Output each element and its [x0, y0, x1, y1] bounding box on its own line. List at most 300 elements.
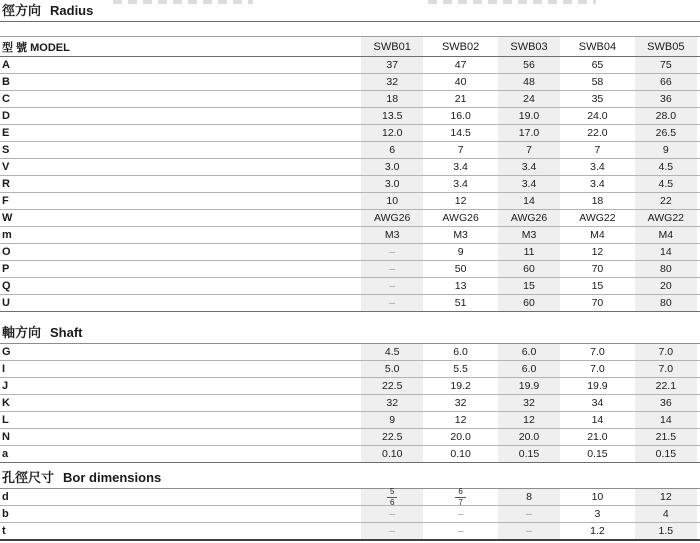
cell-value: 0.10 — [450, 448, 471, 460]
column-header-swb05: SWB05 — [635, 37, 697, 56]
cell-value: 75 — [659, 59, 672, 71]
cell-value: 66 — [659, 76, 672, 88]
table-row — [0, 74, 700, 91]
row-label: V — [2, 161, 10, 173]
cell-value: M4 — [658, 229, 674, 241]
table-cell — [635, 193, 697, 209]
cell-value: 36 — [659, 93, 672, 105]
table-cell — [566, 57, 628, 73]
cell-value: 12 — [523, 414, 535, 426]
table-cell — [566, 278, 628, 294]
table-cell — [498, 108, 560, 124]
table-cell — [361, 295, 423, 311]
row-label: G — [2, 346, 11, 358]
table-row — [0, 412, 700, 429]
cell-value: – — [457, 508, 464, 520]
table-row — [0, 523, 700, 541]
cell-value: 5.0 — [384, 363, 400, 375]
cell-value: 20.0 — [450, 431, 471, 443]
table-cell — [566, 244, 628, 260]
table-cell — [635, 91, 697, 107]
row-label: O — [2, 246, 11, 258]
table-cell — [635, 523, 697, 539]
cell-value: 14 — [659, 246, 672, 258]
table-row — [0, 295, 700, 312]
row-label: d — [2, 491, 9, 503]
cell-value: 19.9 — [518, 380, 540, 392]
row-label: L — [2, 414, 9, 426]
row-label: F — [2, 195, 9, 207]
cell-value: 11 — [523, 246, 535, 258]
cell-value: 56 — [523, 59, 535, 71]
table-cell — [566, 446, 628, 462]
cell-value: 5.5 — [453, 363, 468, 375]
column-header-swb04: SWB04 — [578, 40, 617, 53]
table-row — [0, 261, 700, 278]
table-cell — [635, 244, 697, 260]
cell-value: 6 — [389, 144, 396, 156]
cell-value: 8 — [526, 491, 532, 503]
row-label: m — [2, 229, 12, 241]
row-label: W — [2, 212, 13, 224]
cell-value: 7.0 — [590, 363, 605, 375]
cell-value: 80 — [659, 297, 672, 309]
table-header-row — [0, 36, 700, 57]
cell-value: 28.0 — [655, 110, 677, 122]
cell-value: 14 — [523, 195, 535, 207]
table-cell — [498, 210, 560, 226]
table-cell — [498, 57, 560, 73]
table-cell — [498, 344, 560, 360]
table-cell — [566, 74, 628, 90]
cell-value: 21.0 — [587, 431, 608, 443]
table-cell — [361, 378, 423, 394]
cell-value: 6.0 — [521, 363, 537, 375]
table-row — [0, 506, 700, 523]
cell-value: 32 — [386, 76, 399, 88]
table-cell — [566, 261, 628, 277]
table-cell — [361, 91, 423, 107]
table-cell — [566, 378, 628, 394]
cell-value: 7.0 — [658, 363, 674, 375]
table-cell — [498, 193, 560, 209]
table-cell — [429, 74, 491, 90]
bor-table-body — [0, 486, 700, 541]
cell-value: 32 — [454, 397, 467, 409]
cell-value: 7.0 — [658, 346, 674, 358]
table-cell — [566, 361, 628, 377]
table-cell — [635, 108, 697, 124]
cell-value: 17.0 — [518, 127, 540, 139]
cell-value: 9 — [389, 414, 396, 426]
row-label: N — [2, 431, 10, 443]
table-cell — [566, 295, 628, 311]
table-cell — [566, 506, 628, 522]
cell-value: 4 — [662, 508, 669, 520]
cell-value: 3.0 — [384, 161, 400, 173]
table-row — [0, 378, 700, 395]
cropped-text-fragment — [113, 0, 253, 4]
cell-value: 19.0 — [518, 110, 540, 122]
table-cell — [635, 261, 697, 277]
table-cell — [635, 142, 697, 158]
table-cell — [635, 125, 697, 141]
cell-value: M3 — [521, 229, 537, 241]
table-cell — [361, 159, 423, 175]
cell-value: 4.5 — [384, 346, 400, 358]
cell-value: 0.15 — [655, 448, 677, 460]
table-cell — [498, 295, 560, 311]
table-cell — [429, 176, 491, 192]
fraction-denominator: 6 — [389, 497, 395, 507]
cell-value: 3.4 — [590, 178, 605, 190]
table-cell — [566, 523, 628, 539]
cell-value: 22.0 — [587, 127, 608, 139]
column-header-swb03: SWB03 — [498, 37, 560, 56]
section-title-en: Radius — [50, 3, 94, 18]
cell-value: 7 — [594, 144, 601, 156]
cell-value: 32 — [386, 397, 399, 409]
cell-value: – — [457, 525, 464, 537]
cell-value: 24 — [523, 93, 535, 105]
cell-value: 36 — [659, 397, 672, 409]
table-cell — [361, 278, 423, 294]
cell-value: 15 — [523, 280, 535, 292]
cell-value: 10 — [386, 195, 399, 207]
spacer — [0, 22, 700, 36]
cell-value: 4.5 — [658, 161, 674, 173]
cell-value: 21 — [454, 93, 467, 105]
table-cell — [635, 489, 697, 505]
cell-value: 13 — [454, 280, 467, 292]
table-row — [0, 429, 700, 446]
table-cell — [361, 57, 423, 73]
cell-value: M3 — [453, 229, 468, 241]
cell-value: 0.15 — [518, 448, 540, 460]
row-label: U — [2, 297, 10, 309]
table-cell — [361, 244, 423, 260]
cell-value: 14 — [659, 414, 672, 426]
table-cell — [635, 159, 697, 175]
cell-value: 3.4 — [590, 161, 605, 173]
column-header-swb01: SWB01 — [361, 37, 423, 56]
cell-value: 60 — [523, 297, 535, 309]
table-cell — [635, 227, 697, 243]
table-cell — [429, 142, 491, 158]
fraction-numerator: 5 — [387, 488, 397, 498]
row-label: a — [2, 448, 9, 460]
section-title-shaft — [0, 312, 700, 344]
table-cell — [498, 176, 560, 192]
cell-value: 19.2 — [450, 380, 471, 392]
row-label: Q — [2, 280, 11, 292]
cell-value: 7 — [457, 144, 464, 156]
table-cell — [498, 159, 560, 175]
cell-value: – — [389, 246, 396, 258]
cell-value: 22.5 — [381, 431, 403, 443]
table-row — [0, 142, 700, 159]
table-cell — [566, 210, 628, 226]
table-cell — [635, 395, 697, 411]
table-cell — [498, 244, 560, 260]
table-cell — [361, 412, 423, 428]
cell-value: 14 — [591, 414, 604, 426]
table-cell — [361, 210, 423, 226]
section-title-en: Bor dimensions — [63, 470, 162, 485]
cell-value: 80 — [659, 263, 672, 275]
table-cell — [635, 74, 697, 90]
cell-value: 22.5 — [381, 380, 403, 392]
cell-value: 3.4 — [521, 161, 537, 173]
table-cell — [498, 361, 560, 377]
table-cell — [635, 210, 697, 226]
row-label: K — [2, 397, 10, 409]
table-row — [0, 193, 700, 210]
table-row — [0, 395, 700, 412]
cell-value: 14.5 — [450, 127, 471, 139]
table-cell — [429, 486, 491, 507]
cell-value: 3.4 — [453, 178, 468, 190]
section-title-zh: 徑方向 — [2, 3, 42, 18]
table-row — [0, 108, 700, 125]
table-cell — [498, 125, 560, 141]
fraction-value — [387, 488, 397, 507]
cell-value: 7.0 — [590, 346, 605, 358]
cell-value: 13.5 — [381, 110, 403, 122]
table-cell — [566, 395, 628, 411]
cell-value: 7 — [526, 144, 532, 156]
table-cell — [361, 125, 423, 141]
table-cell — [429, 159, 491, 175]
cell-value: AWG26 — [510, 212, 548, 224]
row-label: I — [2, 363, 6, 375]
table-cell — [361, 429, 423, 445]
table-cell — [635, 176, 697, 192]
table-row — [0, 486, 700, 507]
table-cell — [361, 486, 423, 507]
cell-value: 3 — [594, 508, 601, 520]
cell-value: 4.5 — [658, 178, 674, 190]
cell-value: 6.0 — [521, 346, 537, 358]
table-cell — [498, 523, 560, 539]
cell-value: – — [389, 508, 396, 520]
cell-value: – — [389, 280, 396, 292]
row-label: t — [2, 525, 6, 537]
cell-value: – — [389, 525, 396, 537]
table-cell — [429, 429, 491, 445]
cell-value: AWG22 — [647, 212, 685, 224]
table-cell — [498, 227, 560, 243]
table-row — [0, 91, 700, 108]
table-row — [0, 227, 700, 244]
table-cell — [635, 506, 697, 522]
table-cell — [429, 295, 491, 311]
table-row — [0, 278, 700, 295]
cell-value: 34 — [591, 397, 604, 409]
table-cell — [566, 193, 628, 209]
table-cell — [429, 278, 491, 294]
table-cell — [498, 378, 560, 394]
cropped-text-fragment — [428, 0, 596, 4]
cell-value: 15 — [591, 280, 604, 292]
table-cell — [498, 489, 560, 505]
section-title-en: Shaft — [50, 325, 83, 340]
cell-value: 6.0 — [453, 346, 468, 358]
cell-value: 10 — [591, 491, 604, 503]
cell-value: 32 — [523, 397, 535, 409]
table-cell — [361, 395, 423, 411]
table-cell — [498, 429, 560, 445]
row-label: D — [2, 110, 10, 122]
cell-value: 37 — [386, 59, 399, 71]
table-row — [0, 361, 700, 378]
table-cell — [429, 378, 491, 394]
cell-value: 0.15 — [587, 448, 608, 460]
cell-value: 12 — [659, 491, 672, 503]
cell-value: 22 — [659, 195, 672, 207]
table-cell — [566, 344, 628, 360]
section-title-zh: 孔徑尺寸 — [2, 470, 55, 485]
table-row — [0, 446, 700, 463]
table-cell — [429, 91, 491, 107]
cell-value: 21.5 — [655, 431, 677, 443]
cell-value: 9 — [457, 246, 464, 258]
cell-value: – — [389, 297, 396, 309]
cell-value: 48 — [523, 76, 535, 88]
table-cell — [361, 523, 423, 539]
cell-value: 3.0 — [384, 178, 400, 190]
table-cell — [566, 108, 628, 124]
model-header-label: 型 號 MODEL — [2, 41, 70, 54]
table-cell — [429, 227, 491, 243]
table-cell — [498, 395, 560, 411]
cell-value: M3 — [384, 229, 400, 241]
cell-value: 16.0 — [450, 110, 471, 122]
cell-value: AWG26 — [374, 212, 411, 224]
cell-value: – — [389, 263, 396, 275]
cell-value: 24.0 — [587, 110, 608, 122]
table-cell — [635, 378, 697, 394]
cell-value: 12 — [591, 246, 604, 258]
cell-value: 51 — [454, 297, 467, 309]
table-cell — [566, 489, 628, 505]
fraction-numerator: 6 — [455, 488, 465, 498]
cell-value: 3.4 — [521, 178, 537, 190]
cell-value: 58 — [591, 76, 604, 88]
table-cell — [566, 429, 628, 445]
row-label: B — [2, 76, 10, 88]
cell-value: – — [526, 525, 532, 537]
table-cell — [498, 278, 560, 294]
table-row — [0, 244, 700, 261]
table-cell — [635, 295, 697, 311]
table-cell — [429, 193, 491, 209]
table-cell — [361, 108, 423, 124]
cell-value: AWG22 — [579, 212, 616, 224]
cell-value: 60 — [523, 263, 535, 275]
table-row — [0, 159, 700, 176]
table-cell — [429, 125, 491, 141]
table-cell — [566, 91, 628, 107]
cell-value: 20.0 — [518, 431, 540, 443]
table-cell — [566, 412, 628, 428]
table-cell — [566, 159, 628, 175]
row-label: E — [2, 127, 10, 139]
table-cell — [566, 142, 628, 158]
shaft-table-body — [0, 344, 700, 463]
row-label: A — [2, 59, 10, 71]
radius-table-body — [0, 57, 700, 312]
cell-value: 19.9 — [587, 380, 608, 392]
cell-value: 50 — [454, 263, 467, 275]
row-label: S — [2, 144, 10, 156]
table-cell — [498, 91, 560, 107]
row-label: J — [2, 380, 9, 392]
fraction-value — [455, 488, 465, 507]
table-cell — [635, 361, 697, 377]
table-cell — [566, 176, 628, 192]
cell-value: 12 — [454, 414, 467, 426]
table-cell — [566, 125, 628, 141]
table-row — [0, 344, 700, 361]
table-cell — [635, 429, 697, 445]
cell-value: 1.2 — [590, 525, 605, 537]
table-cell — [361, 261, 423, 277]
cell-value: 12.0 — [381, 127, 403, 139]
table-cell — [498, 261, 560, 277]
table-cell — [429, 210, 491, 226]
table-cell — [361, 227, 423, 243]
table-cell — [498, 74, 560, 90]
table-row — [0, 57, 700, 74]
table-cell — [498, 506, 560, 522]
cell-value: 0.10 — [381, 448, 403, 460]
column-header-swb02: SWB02 — [441, 40, 480, 53]
table-cell — [429, 57, 491, 73]
cell-value: 70 — [591, 263, 604, 275]
cell-value: 35 — [591, 93, 604, 105]
table-cell — [635, 57, 697, 73]
cell-value: 65 — [591, 59, 604, 71]
table-cell — [361, 193, 423, 209]
cell-value: M4 — [590, 229, 605, 241]
table-cell — [361, 176, 423, 192]
cell-value: 22.1 — [655, 380, 677, 392]
cell-value: 40 — [454, 76, 467, 88]
cell-value: 12 — [454, 195, 467, 207]
table-cell — [635, 278, 697, 294]
table-cell — [498, 446, 560, 462]
table-cell — [429, 506, 491, 522]
table-cell — [361, 344, 423, 360]
table-cell — [361, 446, 423, 462]
table-cell — [361, 74, 423, 90]
cell-value: 1.5 — [658, 525, 674, 537]
table-cell — [429, 446, 491, 462]
table-cell — [566, 227, 628, 243]
table-cell — [361, 506, 423, 522]
table-row — [0, 125, 700, 142]
fraction-denominator: 7 — [458, 497, 463, 507]
table-cell — [429, 395, 491, 411]
table-cell — [635, 446, 697, 462]
section-title-zh: 軸方向 — [2, 325, 42, 340]
table-cell — [429, 361, 491, 377]
row-label: R — [2, 178, 10, 190]
cell-value: 18 — [591, 195, 604, 207]
table-cell — [429, 261, 491, 277]
row-label: P — [2, 263, 10, 275]
